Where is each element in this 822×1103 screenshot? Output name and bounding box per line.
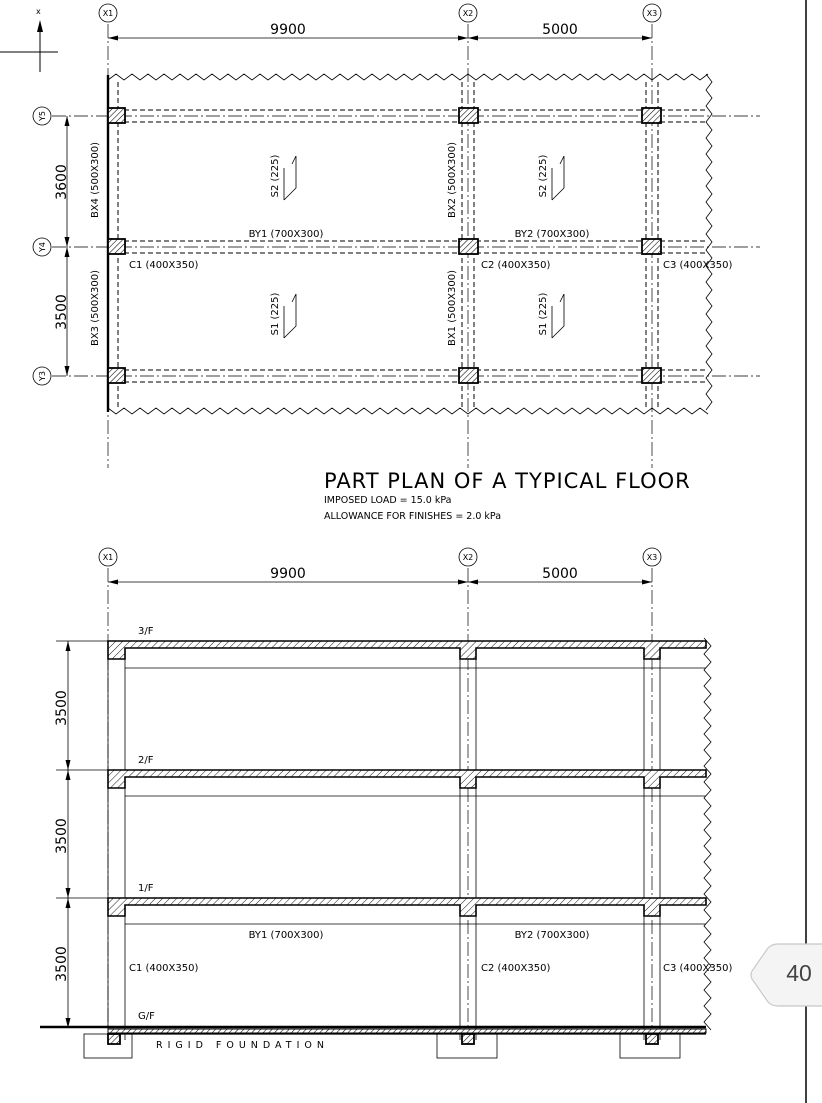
section-beam-label-by1: BY1 (700X300) bbox=[248, 930, 324, 941]
slab-3f bbox=[108, 641, 706, 668]
beam-label-bx1: BX1 (500X300) bbox=[447, 269, 458, 347]
section-dim-storey-3: 3500 bbox=[54, 690, 70, 726]
break-line-right bbox=[706, 74, 712, 410]
slab-label-s2-left: S2 (225) bbox=[270, 154, 281, 198]
section-column-label-c3: C3 (400X350) bbox=[663, 963, 733, 974]
grid-label-x2: X2 bbox=[462, 9, 474, 18]
column-x1-y3 bbox=[108, 368, 125, 383]
section-grid-label-x3: X3 bbox=[646, 553, 658, 562]
break-line-bottom bbox=[108, 408, 708, 414]
column-label-c2: C2 (400X350) bbox=[481, 260, 551, 271]
slab-gf bbox=[40, 1027, 706, 1058]
slab-2f bbox=[108, 770, 706, 796]
slab-1f bbox=[108, 898, 706, 924]
plan-dim-y5-y4: 3600 bbox=[54, 164, 70, 200]
section-column-label-c1: C1 (400X350) bbox=[129, 963, 199, 974]
column-x3-y3 bbox=[642, 368, 661, 383]
level-label-2f: 2/F bbox=[138, 755, 154, 766]
grid-label-y3: Y3 bbox=[38, 371, 47, 381]
column-x2-y5 bbox=[459, 108, 478, 123]
beam-label-by2: BY2 (700X300) bbox=[514, 229, 590, 240]
orientation-arrow bbox=[0, 7, 58, 72]
section-storey-dimension bbox=[54, 641, 108, 1028]
plan-bay-dimension bbox=[54, 116, 70, 376]
slab-span-arrow-s1-left bbox=[284, 294, 296, 338]
floor-plan bbox=[33, 4, 760, 522]
plan-note-imposed-load: IMPOSED LOAD = 15.0 kPa bbox=[324, 495, 452, 506]
section-grid-label-x2: X2 bbox=[462, 553, 474, 562]
section-beam-label-by2: BY2 (700X300) bbox=[514, 930, 590, 941]
plan-dim-x1-x2: 9900 bbox=[270, 22, 306, 38]
slab-label-s1-right: S1 (225) bbox=[538, 292, 549, 336]
level-label-gf: G/F bbox=[138, 1011, 155, 1022]
level-label-1f: 1/F bbox=[138, 883, 154, 894]
plan-span-dimension bbox=[108, 22, 652, 41]
slab-label-s1-left: S1 (225) bbox=[270, 292, 281, 336]
column-x3-y4 bbox=[642, 239, 661, 254]
page-number: 40 bbox=[786, 960, 812, 986]
plan-dim-x2-x3: 5000 bbox=[542, 22, 578, 38]
slab-label-s2-right: S2 (225) bbox=[538, 154, 549, 198]
column-x2-y4 bbox=[459, 239, 478, 254]
grid-label-x1: X1 bbox=[102, 9, 114, 18]
break-line-top bbox=[108, 74, 708, 80]
orientation-label: x bbox=[36, 7, 41, 16]
plan-title: PART PLAN OF A TYPICAL FLOOR bbox=[324, 469, 691, 493]
column-x2-y3 bbox=[459, 368, 478, 383]
plan-note-finishes: ALLOWANCE FOR FINISHES = 2.0 kPa bbox=[324, 511, 502, 522]
section-span-dimension bbox=[108, 566, 652, 585]
column-x3-y5 bbox=[642, 108, 661, 123]
beam-label-bx2: BX2 (500X300) bbox=[447, 141, 458, 219]
beam-label-bx4: BX4 (500X300) bbox=[90, 141, 101, 219]
grid-label-x3: X3 bbox=[646, 9, 658, 18]
section-dim-x1-x2: 9900 bbox=[270, 566, 306, 582]
column-label-c1: C1 (400X350) bbox=[129, 260, 199, 271]
section-columns bbox=[108, 641, 660, 1040]
level-label-3f: 3/F bbox=[138, 626, 154, 637]
column-x1-y5 bbox=[108, 108, 125, 123]
slab-span-arrow-s2-left bbox=[284, 156, 296, 200]
plan-dim-y4-y3: 3500 bbox=[54, 294, 70, 330]
section-grid-label-x1: X1 bbox=[102, 553, 114, 562]
section-dim-storey-1: 3500 bbox=[54, 946, 70, 982]
slab-span-arrow-s1-right bbox=[552, 294, 564, 338]
column-label-c3: C3 (400X350) bbox=[663, 260, 733, 271]
section-column-label-c2: C2 (400X350) bbox=[481, 963, 551, 974]
grid-label-y4: Y4 bbox=[38, 242, 47, 252]
beam-label-bx3: BX3 (500X300) bbox=[90, 269, 101, 347]
grid-label-y5: Y5 bbox=[38, 111, 47, 121]
beam-label-by1: BY1 (700X300) bbox=[248, 229, 324, 240]
foundation-label: RIGID FOUNDATION bbox=[156, 1040, 330, 1051]
column-x1-y4 bbox=[108, 239, 125, 254]
section-dim-storey-2: 3500 bbox=[54, 818, 70, 854]
slab-span-arrow-s2-right bbox=[552, 156, 564, 200]
section-dim-x2-x3: 5000 bbox=[542, 566, 578, 582]
section-elevation bbox=[40, 548, 732, 1058]
